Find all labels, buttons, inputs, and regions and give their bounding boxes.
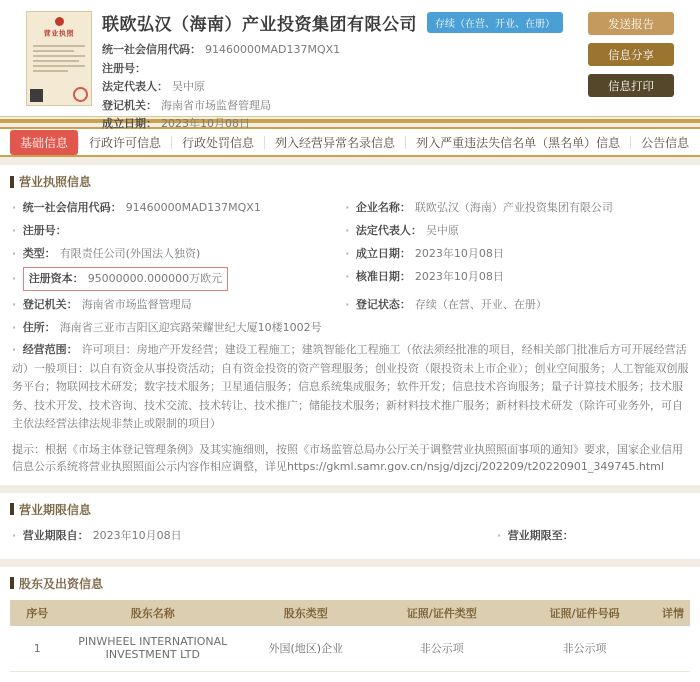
status-badge: 存续（在营、开业、在册） bbox=[427, 12, 563, 33]
section-title-bar bbox=[10, 503, 14, 515]
field-reg-authority: · 登记机关： 海南省市场监督管理局 bbox=[10, 295, 343, 314]
section-title-bar bbox=[10, 176, 14, 188]
header-field-credit-code: 统一社会信用代码： 91460000MAD137MQX1 bbox=[102, 42, 580, 58]
license-thumb-title: 营业执照 bbox=[34, 29, 83, 38]
section-title-shareholders: 股东及出资信息 bbox=[19, 575, 103, 592]
cell-index: 1 bbox=[10, 626, 64, 672]
section-title-business-term: 营业期限信息 bbox=[19, 501, 91, 518]
cell-cert-type: 非公示项 bbox=[370, 626, 513, 672]
business-license-info-section bbox=[0, 165, 700, 485]
col-header-shareholder-name: 股东名称 bbox=[64, 600, 241, 626]
field-credit-code: · 统一社会信用代码： 91460000MAD137MQX1 bbox=[10, 198, 343, 217]
cell-shareholder-name: PINWHEEL INTERNATIONAL INVESTMENT LTD bbox=[64, 626, 241, 672]
header-field-establish-date: 成立日期： 2023年10月08日 bbox=[102, 116, 580, 132]
table-row bbox=[10, 626, 690, 672]
col-header-cert-type: 证照/证件类型 bbox=[370, 600, 513, 626]
cell-detail bbox=[656, 626, 690, 672]
page-title-company-name: 联欧弘汉（海南）产业投资集团有限公司 bbox=[102, 10, 417, 35]
field-registered-capital bbox=[10, 267, 343, 291]
col-header-cert-number: 证照/证件号码 bbox=[513, 600, 656, 626]
header-field-reg-authority: 登记机关： 海南省市场监督管理局 bbox=[102, 98, 580, 114]
tab-announcement-info[interactable]: 公告信息 bbox=[631, 130, 699, 155]
field-company-name: · 企业名称： 联欧弘汉（海南）产业投资集团有限公司 bbox=[343, 198, 690, 217]
registered-capital-highlight-box: 注册资本： 95000000.000000万欧元 bbox=[23, 267, 228, 291]
shareholder-table bbox=[10, 600, 690, 673]
header-field-legal-rep: 法定代表人： 吴中原 bbox=[102, 79, 580, 95]
print-info-button[interactable]: 信息打印 bbox=[588, 74, 674, 97]
cell-shareholder-type: 外国(地区)企业 bbox=[241, 626, 370, 672]
field-reg-no: · 注册号： bbox=[10, 221, 343, 240]
field-reg-status: · 登记状态： 存续（在营、开业、在册） bbox=[343, 295, 690, 314]
table-header-row bbox=[10, 600, 690, 626]
field-address: · 住所： 海南省三亚市吉阳区迎宾路荣耀世纪大厦10楼1002号 bbox=[10, 318, 690, 337]
send-report-button[interactable]: 发送报告 bbox=[588, 12, 674, 35]
col-header-detail: 详情 bbox=[656, 600, 690, 626]
cell-cert-number: 非公示项 bbox=[513, 626, 656, 672]
tab-basic-info[interactable]: 基础信息 bbox=[10, 130, 78, 155]
tab-bar bbox=[0, 127, 700, 157]
col-header-shareholder-type: 股东类型 bbox=[241, 600, 370, 626]
business-license-thumbnail[interactable] bbox=[26, 11, 92, 106]
share-info-button[interactable]: 信息分享 bbox=[588, 43, 674, 66]
tab-administrative-license[interactable]: 行政许可信息 bbox=[79, 130, 171, 155]
tab-abnormal-operation-list[interactable]: 列入经营异常名录信息 bbox=[265, 130, 405, 155]
col-header-index: 序号 bbox=[10, 600, 64, 626]
field-term-to: · 营业期限至： bbox=[495, 526, 578, 545]
company-header bbox=[0, 0, 700, 117]
field-legal-rep: · 法定代表人： 吴中原 bbox=[343, 221, 690, 240]
field-business-scope: · 经营范围： 许可项目：房地产开发经营；建设工程施工；建筑智能化工程施工（依法须经批准的项目，经相关部门批准后方可开展经营活动）一般项目：以自有资金从事投资活动；自有资金投资的资产管理服务；创业投资（限投资未上市企业）；创业空间服务；人工智能双创服务平台；物联网技术研发；数字技术服务；卫星通信服务；信息系统集成服务；软件开发；信息技术咨询服务；量子计算技术服务；技术服务、技术开发、技术咨询、技术交流、技术转让、技术推广；储能技术服务；新材料技术推广服务；新材料技术研发（除许可业务外，可自主依法经营法律法规非禁止或限制的项目） bbox=[10, 341, 690, 434]
license-face-adjustment-hint: 提示：根据《市场主体登记管理条例》及其实施细则，按照《市场监管总局办公厅关于调整营业执照照面事项的通知》要求，国家企业信用信息公示系统将营业执照照面公示内容作相应调整，详见https://gkml.samr.gov.cn/nsjg/djzcj/202209/t20220901_349745.html bbox=[10, 441, 690, 475]
field-company-type: · 类型： 有限责任公司(外国法人独资) bbox=[10, 244, 343, 263]
header-field-reg-no: 注册号： bbox=[102, 61, 580, 77]
field-establish-date: · 成立日期： 2023年10月08日 bbox=[343, 244, 690, 263]
license-text-lines bbox=[30, 42, 88, 87]
business-term-section bbox=[0, 493, 700, 559]
field-approval-date: · 核准日期： 2023年10月08日 bbox=[343, 267, 690, 291]
shareholder-section bbox=[0, 567, 700, 682]
qr-code-icon bbox=[30, 89, 43, 102]
section-title-bar bbox=[10, 577, 14, 589]
section-title-license-info: 营业执照信息 bbox=[19, 173, 91, 190]
field-term-from: · 营业期限自： 2023年10月08日 bbox=[10, 526, 495, 545]
tab-serious-violation-blacklist[interactable]: 列入严重违法失信名单（黑名单）信息 bbox=[406, 130, 630, 155]
red-seal-icon bbox=[73, 87, 88, 102]
national-emblem-icon bbox=[55, 17, 64, 26]
tab-administrative-penalty[interactable]: 行政处罚信息 bbox=[172, 130, 264, 155]
